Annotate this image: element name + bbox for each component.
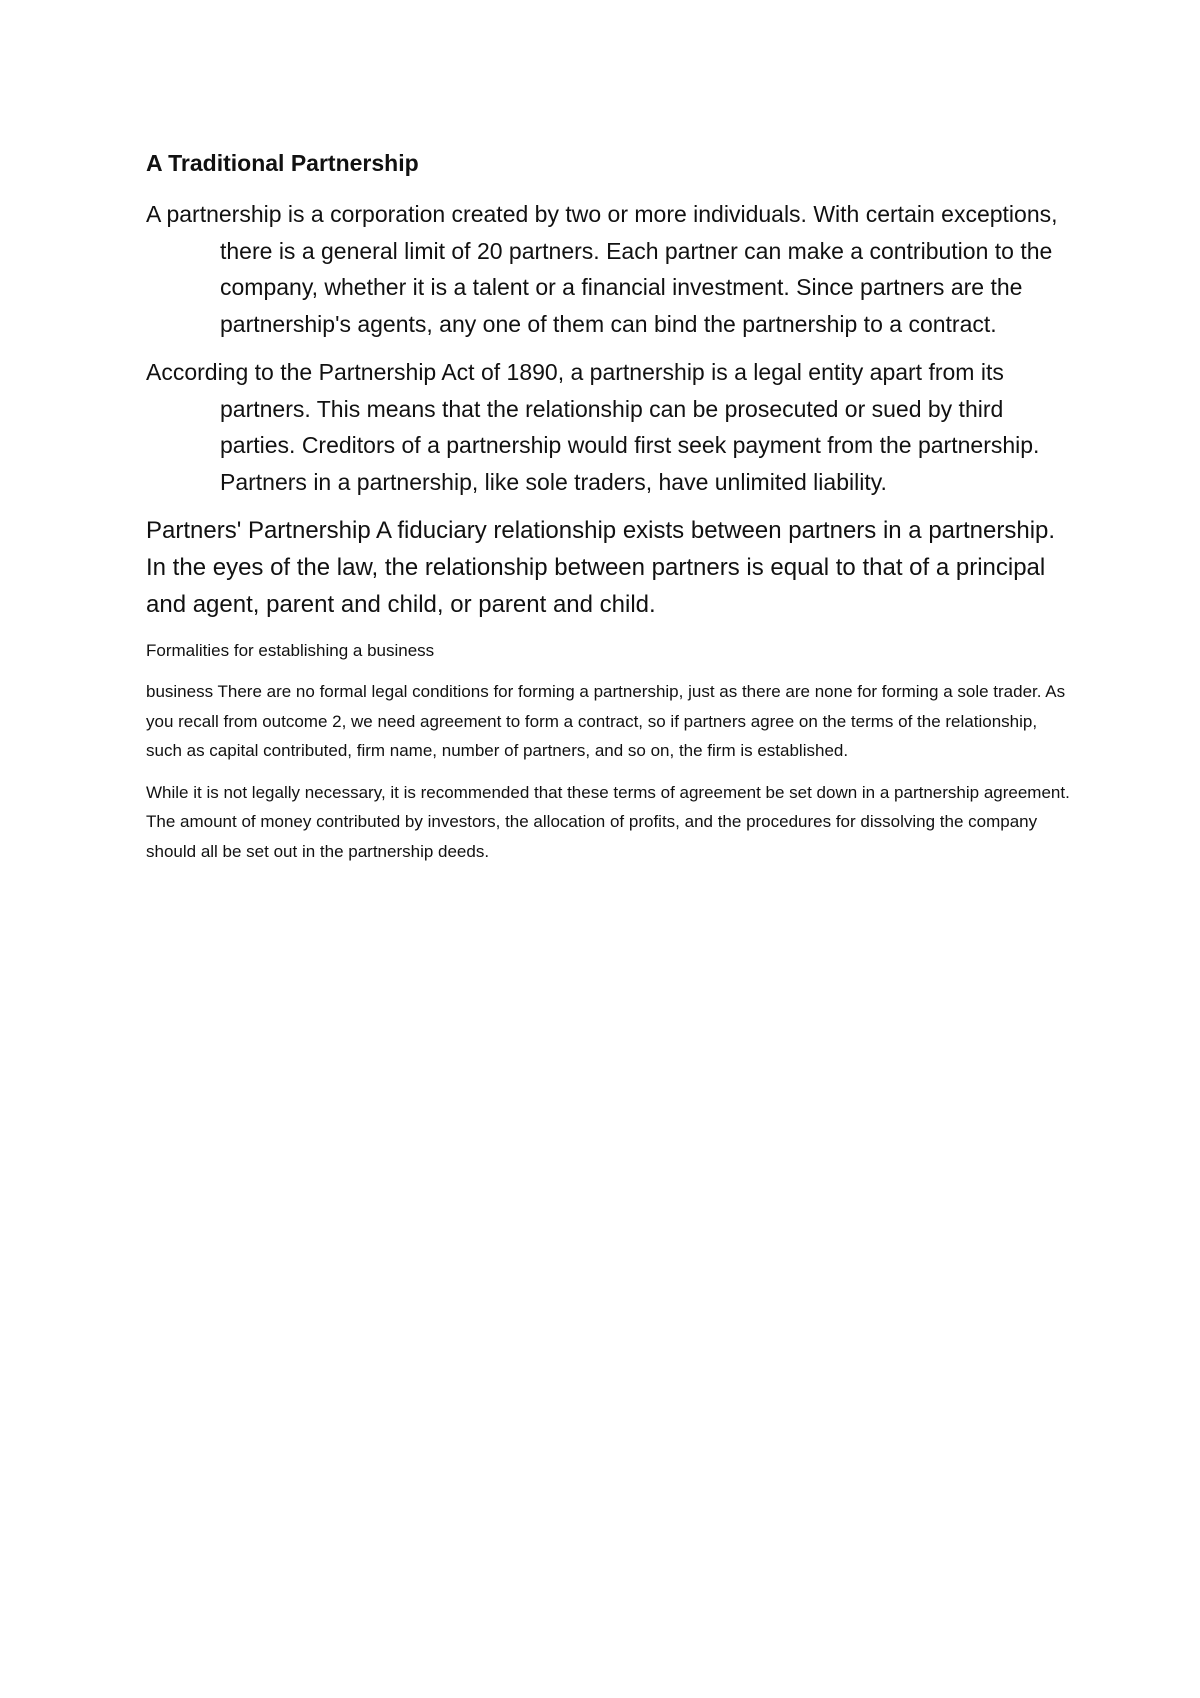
paragraph-partnership-act: According to the Partnership Act of 1890, a partnership is a legal entity apart from its partners. This means that the relationship can be prosecuted or sued by third parties. Creditors of a partnership would first seek payment from the partnership. Partners in a partnership, like sole traders, have unlimited liability.	[146, 359, 1040, 495]
section-subheading: Formalities for establishing a business	[146, 641, 435, 660]
paragraph-partnership-definition: A partnership is a corporation created by two or more individuals. With certain exceptions, there is a general limit of 20 partners. Each partner can make a contribution to the company, whether it is a talent or a financial investment. Since partners are the partnership's agents, any one of them can bind the partnership to a contract.	[146, 201, 1058, 337]
paragraph-partnership-agreement: While it is not legally necessary, it is recommended that these terms of agreement be set down in a partnership agreement. The amount of money contributed by investors, the allocation of profits, and the procedures for dissolving the company should all be set out in the partnership deeds.	[146, 782, 1070, 861]
document-body	[146, 146, 1076, 878]
paragraph-fiduciary-relationship: Partners' Partnership A fiduciary relationship exists between partners in a partnership. In the eyes of the law, the relationship between partners is equal to that of a principal and agent, parent and child, or parent and child.	[146, 517, 1056, 618]
document-title: A Traditional Partnership	[146, 150, 419, 176]
paragraph-formal-conditions: business There are no formal legal conditions for forming a partnership, just as there are none for forming a sole trader. As you recall from outcome 2, we need agreement to form a contract, so if partners agree on the terms of the relationship, such as capital contributed, firm name, number of partners, and so on, the firm is established.	[146, 682, 1066, 760]
